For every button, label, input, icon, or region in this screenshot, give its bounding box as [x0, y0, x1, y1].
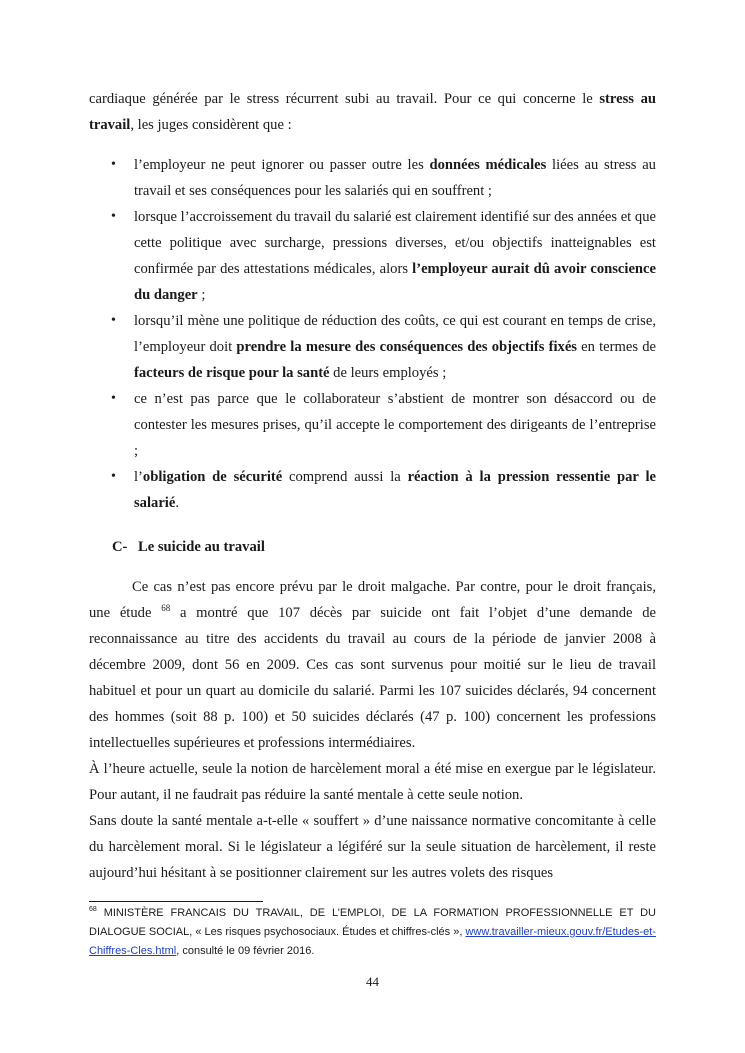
- section-number: C-: [112, 539, 128, 555]
- list-item-bold: facteurs de risque pour la santé: [134, 365, 330, 381]
- footnote-text: MINISTÈRE FRANCAIS DU TRAVAIL, DE L’EMPLOI, DE LA FORMATION PROFESSIONNELLE ET DU DIALOGUE SOCIAL, « Les risques psychosociaux. Études et chiffres-clés »,: [89, 907, 656, 938]
- list-item-text: de leurs employés ;: [329, 365, 447, 381]
- footnote-link[interactable]: www.travailler-mieux.gouv.fr/Etudes-et-Chiffres-Cles.html: [89, 926, 656, 957]
- footnote-reference[interactable]: 68: [161, 603, 171, 613]
- footnote-separator: [89, 901, 263, 902]
- list-item-bold: données médicales: [429, 157, 547, 173]
- list-item-bold: réaction à la pression ressentie par le salarié: [134, 469, 656, 511]
- section-title: Le suicide au travail: [138, 539, 265, 555]
- page-number: 44: [366, 974, 379, 989]
- list-item-text: lorsqu’il mène une politique de réduction des coûts, ce qui est courant en temps de crise, l’employeur doit: [134, 313, 656, 355]
- section-body: [89, 574, 656, 886]
- list-item: [89, 386, 656, 464]
- intro-paragraph: [89, 86, 656, 138]
- list-item-text: lorsque l’accroissement du travail du salarié est clairement identifié sur des années et que cette politique avec surcharge, pressions diverses, et/ou objectifs inatteignables est confirmée par des attestations médicales, alors: [134, 209, 656, 277]
- paragraph-text: a montré que 107 décès par suicide ont fait l’objet d’une demande de reconnaissance au titre des accidents du travail au cours de la période de janvier 2008 à décembre 2009, dont 56 en 2009. Ces cas sont survenus pour moitié sur le lieu de travail habituel et pour un quart au domicile du salarié. Parmi les 107 suicides déclarés, 94 concernent des hommes (soit 88 p. 100) et 50 suicides déclarés (47 p. 100) concernent les professions intellectuelles supérieures et professions intermédiaires.: [89, 605, 657, 751]
- list-item-text: comprend aussi la: [282, 469, 408, 485]
- bullet-icon: •: [111, 209, 116, 224]
- list-item: [89, 464, 656, 516]
- list-item: [89, 152, 656, 204]
- list-item-bold: obligation de sécurité: [142, 469, 283, 485]
- bullet-icon: •: [111, 391, 116, 406]
- list-item-bold: l’employeur aurait dû avoir conscience du danger: [134, 261, 657, 303]
- list-item-text: en termes de: [576, 339, 656, 355]
- intro-bold-term: stress au travail: [89, 91, 656, 133]
- judges-considerations-list: [89, 152, 656, 516]
- list-item-text: .: [175, 495, 179, 511]
- list-item-text: ce n’est pas parce que le collaborateur s’abstient de montrer son désaccord ou de contester les mesures prises, qu’il accepte le comportement des dirigeants de l’entreprise ;: [134, 391, 656, 459]
- paragraph-text: Ce cas n’est pas encore prévu par le droit malgache. Par contre, pour le droit français, une étude: [89, 579, 656, 621]
- list-item: [89, 308, 656, 386]
- footnote-number: 68: [89, 906, 97, 913]
- bullet-icon: •: [111, 157, 116, 172]
- body-paragraph: [89, 574, 656, 756]
- body-paragraph: Sans doute la santé mentale a-t-elle « souffert » d’une naissance normative concomitante à celle du harcèlement moral. Si le législateur a légiféré sur la seule situation de harcèlement, il reste aujourd’hui hésitant à se positionner clairement sur les autres volets des risques: [89, 813, 656, 881]
- list-item-text: liées au stress au travail et ses conséquences pour les salariés qui en souffrent ;: [134, 157, 656, 199]
- list-item-bold: prendre la mesure des conséquences des objectifs fixés: [236, 339, 577, 355]
- list-item-text: l’: [134, 469, 143, 485]
- footnote: [89, 904, 656, 961]
- intro-text: cardiaque générée par le stress récurrent subi au travail. Pour ce qui concerne le: [89, 91, 600, 107]
- bullet-icon: •: [111, 313, 116, 328]
- body-paragraph: À l’heure actuelle, seule la notion de harcèlement moral a été mise en exergue par le législateur. Pour autant, il ne faudrait pas réduire la santé mentale à cette seule notion.: [89, 761, 656, 803]
- list-item-text: l’employeur ne peut ignorer ou passer outre les: [134, 157, 430, 173]
- intro-text-end: , les juges considèrent que :: [130, 117, 292, 133]
- section-heading: [112, 534, 265, 560]
- list-item-text: ;: [197, 287, 206, 303]
- list-item: [89, 204, 656, 308]
- footnote-text-end: , consulté le 09 février 2016.: [176, 945, 315, 957]
- bullet-icon: •: [111, 469, 116, 484]
